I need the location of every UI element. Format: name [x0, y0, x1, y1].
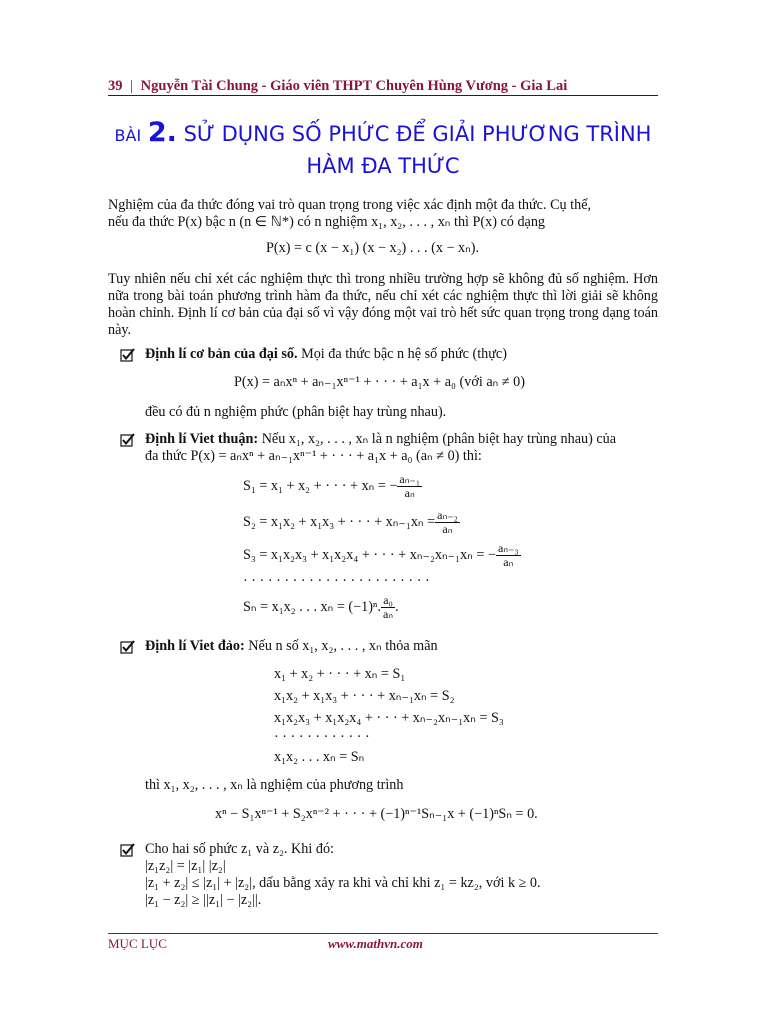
viet-s1-den: aₙ: [404, 486, 415, 500]
title-line1: SỬ DỤNG SỐ PHỨC ĐỂ GIẢI PHƯƠNG TRÌNH: [183, 122, 652, 146]
viet-reverse-eq3: x₁x₂x₃ + x₁x₂x₄ + · · · + xₙ₋₂xₙ₋₁xₙ = S₃: [274, 710, 504, 726]
checkbox-check-icon: [120, 640, 138, 654]
item3-text: Nếu n số x₁, x₂, . . . , xₙ thỏa mãn: [248, 638, 438, 654]
viet-dots: · · · · · · · · · · · · · · · · · · · · · · ·: [243, 573, 430, 589]
viet-s3-left: S₃ = x₁x₂x₃ + x₁x₂x₄ + · · · + xₙ₋₂xₙ₋₁xₙ = −: [243, 546, 496, 563]
header-separator: |: [130, 78, 134, 94]
viet-reverse-eq2: x₁x₂ + x₁x₃ + · · · + xₙ₋₁xₙ = S₂: [274, 688, 455, 704]
viet-s2: [243, 509, 460, 536]
item1-after: đều có đủ n nghiệm phức (phân biệt hay trùng nhau).: [145, 404, 447, 420]
item2-text1: Nếu x₁, x₂, . . . , xₙ là n nghiệm (phân biệt hay trùng nhau) của: [261, 431, 617, 447]
title-prefix: BÀI: [114, 126, 142, 145]
author-line: Nguyễn Tài Chung - Giáo viên THPT Chuyên Hùng Vương - Gia Lai: [140, 78, 568, 94]
viet-reverse-eq1: x₁ + x₂ + · · · + xₙ = S₁: [274, 666, 406, 682]
viet-s1-num: aₙ₋₁: [399, 472, 421, 486]
item1-statement: Mọi đa thức bậc n hệ số phức (thực): [301, 346, 507, 362]
viet-sn-left: Sₙ = x₁x₂ . . . xₙ = (−1)ⁿ.: [243, 598, 381, 615]
item3-after: thì x₁, x₂, . . . , xₙ là nghiệm của phương trình: [145, 777, 404, 793]
intro-formula: P(x) = c (x − x₁) (x − x₂) . . . (x − xₙ).: [266, 240, 480, 256]
paragraph-2: Tuy nhiên nếu chỉ xét các nghiệm thực thì trong nhiều trường hợp sẽ không đủ số nghiệm. Hơn nữa trong bài toán phương trình hàm đa thức, nếu chỉ xét các nghiệm thực thì lời giải sẽ không hoàn chỉnh. Định lí cơ bản của đại số vì vậy đóng một vai trò hết sức quan trọng trong dạng toán này.: [108, 271, 658, 338]
viet-s2-fraction: [435, 509, 460, 536]
intro-line1: Nghiệm của đa thức đóng vai trò quan trọng trong việc xác định một đa thức. Cụ thể,: [108, 197, 592, 213]
item1-text: [145, 346, 658, 363]
viet-sn-fraction: [381, 594, 395, 621]
item4-line1: |z₁z₂| = |z₁| |z₂|: [145, 858, 226, 874]
item4-text: Cho hai số phức z₁ và z₂. Khi đó:: [145, 841, 334, 857]
viet-s2-left: S₂ = x₁x₂ + x₁x₃ + · · · + xₙ₋₁xₙ =: [243, 513, 436, 530]
viet-reverse-eq4: x₁x₂ . . . xₙ = Sₙ: [274, 749, 365, 765]
item3-label: Định lí Viet đảo:: [145, 638, 245, 654]
header-rule: [108, 95, 658, 96]
checkbox-check-icon: [120, 433, 138, 447]
viet-reverse-dots: · · · · · · · · · · · ·: [274, 729, 370, 745]
title-number: 2.: [147, 117, 177, 148]
item3-line: [145, 638, 658, 655]
item2-label: Định lí Viet thuận:: [145, 431, 259, 447]
item1-formula: P(x) = aₙxⁿ + aₙ₋₁xⁿ⁻¹ + · · · + a₁x + a₀ (với aₙ ≠ 0): [234, 374, 525, 390]
item2-text2: đa thức P(x) = aₙxⁿ + aₙ₋₁xⁿ⁻¹ + · · · + a₁x + a₀ (aₙ ≠ 0) thì:: [145, 448, 482, 464]
viet-s2-num: aₙ₋₂: [437, 508, 458, 522]
item4-line3: |z₁ − z₂| ≥ ||z₁| − |z₂||.: [145, 892, 262, 908]
footer-rule: [108, 933, 658, 934]
viet-s1-left: S₁ = x₁ + x₂ + · · · + xₙ = −: [243, 477, 398, 494]
item2-line1: [145, 431, 658, 448]
viet-sn: [243, 594, 399, 621]
viet-s3-num: aₙ₋₃: [497, 541, 519, 555]
item1-label: Định lí cơ bản của đại số.: [145, 346, 298, 362]
website-link[interactable]: www.mathvn.com: [328, 936, 423, 951]
page-header: [108, 78, 658, 95]
checkbox-check-icon: [120, 843, 138, 857]
item4-line2: |z₁ + z₂| ≤ |z₁| + |z₂|, dấu bằng xảy ra khi và chỉ khi z₁ = kz₂, với k ≥ 0.: [145, 875, 541, 891]
viet-s2-den: aₙ: [442, 522, 453, 536]
checkbox-check-icon: [120, 348, 138, 362]
item3-formula: xⁿ − S₁xⁿ⁻¹ + S₂xⁿ⁻² + · · · + (−1)ⁿ⁻¹Sₙ₋₁x + (−1)ⁿSₙ = 0.: [215, 806, 538, 822]
viet-s3-fraction: [496, 542, 521, 569]
viet-sn-den: aₙ: [382, 607, 394, 621]
viet-sn-end: .: [395, 598, 399, 615]
page-number: 39: [108, 78, 123, 94]
viet-s1-fraction: [397, 473, 422, 500]
viet-s3: [243, 542, 521, 569]
lesson-title: [108, 118, 658, 181]
title-line2: HÀM ĐA THỨC: [306, 154, 460, 178]
viet-sn-num: a₀: [381, 594, 395, 608]
table-of-contents-link[interactable]: MỤC LỤC: [108, 936, 167, 951]
viet-s3-den: aₙ: [503, 555, 514, 569]
viet-s1: [243, 473, 422, 500]
intro-line2: nếu đa thức P(x) bậc n (n ∈ ℕ*) có n nghiệm x₁, x₂, . . . , xₙ thì P(x) có dạng: [108, 214, 546, 230]
